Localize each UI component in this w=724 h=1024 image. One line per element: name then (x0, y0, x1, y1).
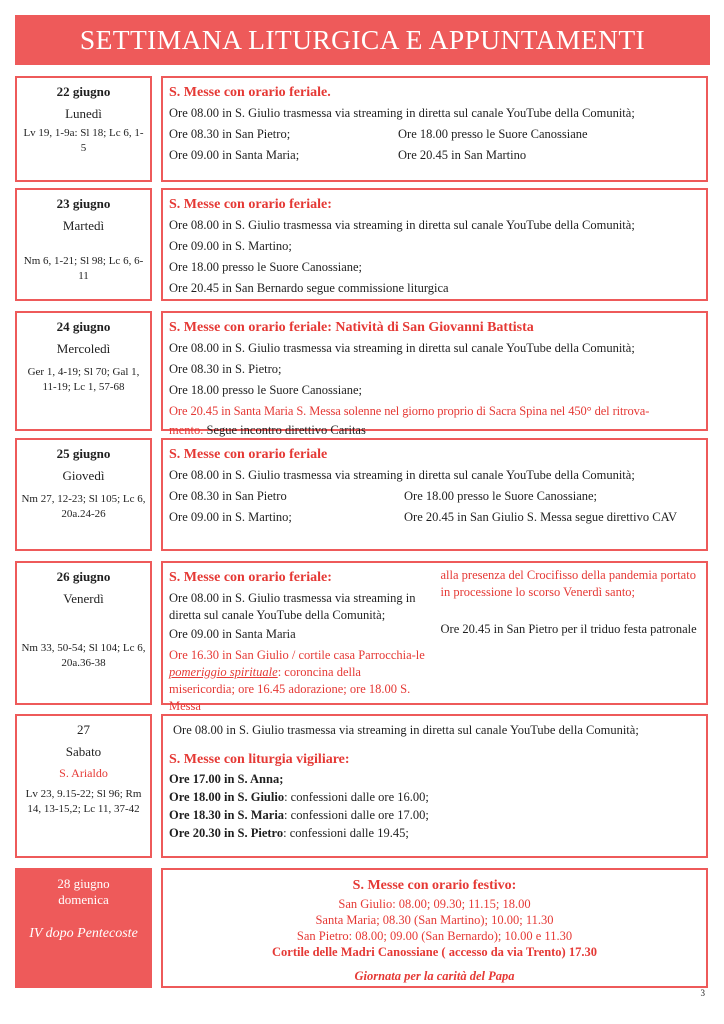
highlight-emphasis: pomeriggio spirituale (169, 665, 278, 679)
mass-time: Ore 18.00 in S. Giulio (169, 790, 285, 804)
schedule-box-23 (161, 188, 708, 301)
confession-info: : confessioni dalle ore 17.00; (284, 808, 429, 822)
schedule-line: Cortile delle Madri Canossiane ( accesso da via Trento) 17.30 (272, 945, 597, 959)
schedule-box-26 (161, 561, 708, 713)
schedule-heading: S. Messe con orario feriale: (169, 197, 332, 212)
schedule-line (169, 124, 700, 145)
schedule-cell: Ore 08.30 in San Pietro; (169, 127, 291, 141)
highlight-fragment: Ore 16.30 in San Giulio / cortile casa Parrocchia-le (169, 648, 425, 662)
schedule-line: Ore 08.00 in S. Giulio trasmessa via streaming in diretta sul canale YouTube della Comunità; (173, 723, 639, 737)
schedule-cell: Ore 09.00 in Santa Maria; (169, 148, 300, 162)
day-box-27 (15, 714, 152, 858)
day-date: 27 (77, 722, 90, 737)
schedule-line: Ore 18.00 presso le Suore Canossiane; (169, 383, 363, 397)
page-number: 3 (700, 988, 705, 998)
day-box-24 (15, 311, 152, 431)
schedule-heading: S. Messe con orario feriale. (169, 85, 331, 100)
schedule-box-24 (161, 311, 708, 437)
schedule-line: Ore 08.00 in S. Giulio trasmessa via streaming in diretta sul canale YouTube della Comunità; (169, 468, 635, 482)
schedule-cell: Ore 20.45 in San Martino (398, 148, 527, 162)
schedule-heading: S. Messe con liturgia vigiliare: (169, 752, 350, 767)
confession-info: : confessioni dalle 19.45; (283, 826, 409, 840)
schedule-line (169, 824, 700, 842)
day-date: 28 giugno (57, 876, 110, 891)
day-readings: Ger 1, 4-19; Sl 70; Gal 1, 11-19; Lc 1, 57-68 (27, 366, 140, 393)
schedule-line: Ore 20.45 in San Bernardo segue commissione liturgica (169, 281, 449, 295)
schedule-line: Ore 18.00 presso le Suore Canossiane; (169, 260, 363, 274)
day-weekday: Lunedì (65, 106, 102, 121)
day-readings: Nm 33, 50-54; Sl 104; Lc 6, 20a.36-38 (21, 642, 146, 669)
day-date: 22 giugno (56, 84, 111, 99)
schedule-line (169, 788, 700, 806)
schedule-line: Ore 09.00 in S. Martino; (169, 239, 292, 253)
schedule-line (169, 145, 700, 166)
page-banner (15, 15, 710, 65)
day-weekday: Martedì (62, 218, 105, 233)
day-box-28 (15, 868, 152, 988)
day-box-26 (15, 561, 152, 705)
schedule-cell: Ore 08.30 in San Pietro (169, 489, 287, 503)
highlight-fragment: mento. (169, 423, 204, 437)
page-title: SETTIMANA LITURGICA E APPUNTAMENTI (79, 24, 646, 55)
day-date: 26 giugno (56, 569, 111, 584)
schedule-line: Ore 08.00 in S. Giulio trasmessa via streaming in diretta sul canale YouTube della Comunità; (169, 106, 635, 120)
schedule-line (169, 507, 700, 528)
day-readings: Nm 27, 12-23; Sl 105; Lc 6, 20a.24-26 (21, 493, 146, 520)
schedule-line: Ore 08.00 in S. Giulio trasmessa via streaming in diretta sul canale YouTube della Comunità; (169, 341, 635, 355)
schedule-text: Segue incontro direttivo Caritas (203, 423, 366, 437)
schedule-heading: S. Messe con orario feriale: Natività di San Giovanni Battista (169, 320, 534, 335)
day-weekday: Venerdì (63, 591, 104, 606)
day-readings: Nm 6, 1-21; Sl 98; Lc 6, 6-11 (23, 255, 144, 282)
schedule-line (169, 422, 700, 438)
schedule-cell: Ore 09.00 in S. Martino; (169, 510, 292, 524)
schedule-line: San Pietro: 08.00; 09.00 (San Bernardo); 10.00 e 11.30 (296, 929, 573, 943)
schedule-column-left (169, 567, 429, 715)
day-box-22 (15, 76, 152, 182)
schedule-box-25 (161, 438, 708, 551)
day-weekday: Sabato (65, 744, 102, 759)
schedule-line: Ore 08.00 in S. Giulio trasmessa via streaming in diretta sul canale YouTube della Comunità; (169, 218, 635, 232)
schedule-note: Giornata per la carità del Papa (354, 969, 515, 983)
schedule-line (169, 486, 700, 507)
day-weekday: domenica (58, 892, 109, 907)
mass-time: Ore 20.30 in S. Pietro (169, 826, 284, 840)
day-saint: S. Arialdo (59, 766, 108, 780)
schedule-cell: Ore 20.45 in San Giulio S. Messa segue direttivo CAV (404, 510, 678, 524)
schedule-box-28 (161, 868, 708, 988)
schedule-column-right (441, 567, 701, 715)
schedule-cell: Ore 18.00 presso le Suore Canossiane (398, 127, 588, 141)
day-date: 24 giugno (56, 319, 111, 334)
mass-time: Ore 18.30 in S. Maria (169, 808, 285, 822)
schedule-line: Ore 20.45 in San Pietro per il triduo festa patronale (440, 622, 697, 636)
day-box-25 (15, 438, 152, 551)
schedule-line: Ore 08.30 in S. Pietro; (169, 362, 282, 376)
schedule-line: Ore 09.00 in Santa Maria (169, 627, 296, 641)
schedule-line-highlight: Ore 20.45 in Santa Maria S. Messa solenne nel giorno proprio di Sacra Spina nel 450° del ritrova- (169, 404, 650, 418)
day-box-23 (15, 188, 152, 301)
highlight-fragment: : coroncina della misericordia; ore 16.45 adorazione; ore 18.00 S. Messa (169, 665, 411, 713)
schedule-line (169, 770, 700, 788)
schedule-line: Ore 08.00 in S. Giulio trasmessa via streaming in diretta sul canale YouTube della Comunità; (169, 591, 416, 622)
liturgical-title: IV dopo Pentecoste (29, 926, 138, 941)
day-readings: Lv 23, 9.15-22; Sl 96; Rm 14, 13-15,2; Lc 11, 37-42 (25, 788, 142, 815)
schedule-line: Santa Maria; 08.30 (San Martino); 10.00; 11.30 (315, 913, 554, 927)
schedule-cell: Ore 18.00 presso le Suore Canossiane; (404, 489, 598, 503)
confession-info: : confessioni dalle ore 16.00; (284, 790, 429, 804)
day-date: 23 giugno (56, 196, 111, 211)
schedule-columns (169, 567, 700, 715)
schedule-line (169, 806, 700, 824)
day-weekday: Mercoledì (56, 341, 111, 356)
day-date: 25 giugno (56, 446, 111, 461)
mass-time: Ore 17.00 in S. Anna; (169, 772, 284, 786)
schedule-heading: S. Messe con orario feriale (169, 447, 328, 462)
schedule-line: San Giulio: 08.00; 09.30; 11.15; 18.00 (338, 897, 531, 911)
schedule-line-highlight: alla presenza del Crocifisso della pandemia portato in processione lo scorso Venerdì santo; (440, 568, 696, 599)
schedule-heading: S. Messe con orario feriale: (169, 570, 332, 585)
schedule-box-27 (161, 714, 708, 858)
schedule-heading: S. Messe con orario festivo: (352, 878, 517, 893)
schedule-line-highlight (169, 647, 429, 715)
day-weekday: Giovedì (62, 468, 105, 483)
day-readings: Lv 19, 1-9a: Sl 18; Lc 6, 1-5 (23, 127, 144, 154)
schedule-box-22 (161, 76, 708, 182)
